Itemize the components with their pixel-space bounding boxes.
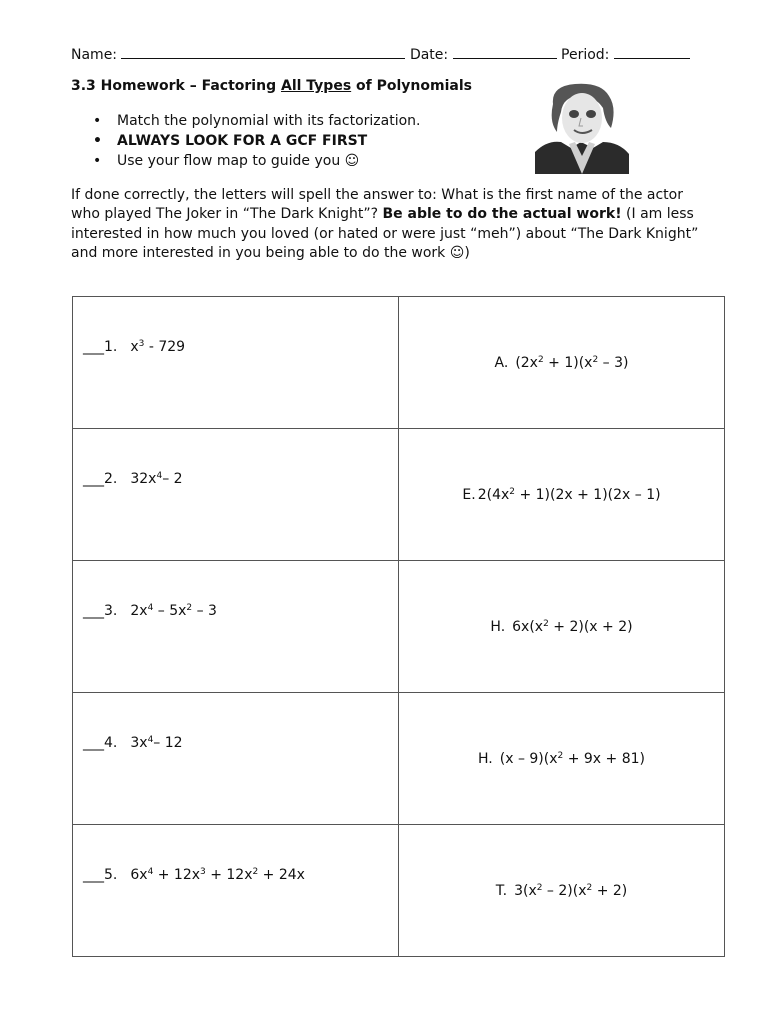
instructions-list <box>93 111 420 171</box>
instruction-item: • Use your flow map to guide you ☺ <box>93 151 420 171</box>
answer-cell <box>399 429 725 561</box>
exponent: 2 <box>586 883 593 893</box>
answer-blank[interactable]: ___4. <box>83 735 118 751</box>
expression-text: + 2) <box>592 883 628 899</box>
period-field[interactable] <box>614 46 690 59</box>
exponent: 2 <box>536 883 543 893</box>
title-text-end: of Polynomials <box>351 78 472 94</box>
problem-expression <box>83 867 305 883</box>
title-underlined: All Types <box>280 78 352 94</box>
expression-text: + 9x + 81) <box>563 751 645 767</box>
date-label: Date: <box>409 47 449 63</box>
table-row <box>73 297 725 429</box>
choice-letter: H. <box>490 619 506 635</box>
problem-expression <box>83 603 217 619</box>
exponent: 2 <box>186 603 193 613</box>
problem-expression <box>83 735 183 751</box>
expression-text: + 24x <box>258 867 305 883</box>
exponent: 2 <box>509 487 515 497</box>
table-row <box>73 825 725 957</box>
choice-letter: T. <box>495 883 508 899</box>
expression-text: + 2)(x + 2) <box>548 619 633 635</box>
name-field[interactable] <box>121 46 405 59</box>
answer-cell <box>399 825 725 957</box>
choice-letter: H. <box>478 751 493 767</box>
expression-text: + 12x <box>205 867 253 883</box>
expression-text: (x – 9)(x <box>499 751 558 767</box>
problem-cell <box>73 429 399 561</box>
expression-text: – 3 <box>192 603 217 619</box>
table-row <box>73 561 725 693</box>
factorization-choice <box>399 619 724 635</box>
answer-cell <box>399 561 725 693</box>
table-row <box>73 429 725 561</box>
student-info-line <box>71 46 690 63</box>
answer-blank[interactable]: ___5. <box>83 867 118 883</box>
problem-cell <box>73 825 399 957</box>
expression-text: (2x <box>515 355 538 371</box>
choice-letter: A. <box>494 355 509 371</box>
expression-text: 3(x <box>514 883 537 899</box>
table-row <box>73 693 725 825</box>
problem-cell <box>73 297 399 429</box>
expression-text: – 3) <box>598 355 629 371</box>
expression-text: 32x <box>130 471 157 487</box>
expression-text: – 2 <box>162 471 183 487</box>
expression-text: 6x(x <box>512 619 544 635</box>
exponent: 2 <box>537 355 544 365</box>
expression-text: – 12 <box>153 735 183 751</box>
problem-cell <box>73 561 399 693</box>
problem-expression <box>83 471 183 487</box>
exponent: 3 <box>138 339 145 349</box>
answer-blank[interactable]: ___3. <box>83 603 118 619</box>
intro-bold-text: Be able to do the actual work! <box>382 206 622 223</box>
exponent: 3 <box>200 867 206 877</box>
expression-text: + 1)(x <box>543 355 593 371</box>
exponent: 2 <box>543 619 549 629</box>
intro-text-end: (I am less interested in how much you loved (or hated or were just “meh”) about “The Dark Knight” and more interested in you being able to do the work ☺) <box>71 206 699 261</box>
matching-table <box>72 296 725 957</box>
problem-expression <box>83 339 185 355</box>
intro-text: If done correctly, the letters will spell the answer to: What is the first name of the actor who played The Joker in “The Dark Knight”? <box>71 187 683 223</box>
factorization-choice <box>399 751 724 767</box>
answer-cell <box>399 297 725 429</box>
factorization-choice <box>399 883 724 899</box>
expression-text: 3x <box>130 735 148 751</box>
date-field[interactable] <box>453 46 557 59</box>
instruction-item: • ALWAYS LOOK FOR A GCF FIRST <box>93 131 420 151</box>
expression-text: + 1)(2x + 1)(2x – 1) <box>515 487 661 503</box>
expression-text: 2(4x <box>477 487 510 503</box>
exponent: 2 <box>557 751 564 761</box>
exponent: 4 <box>147 867 154 877</box>
expression-text: 6x <box>130 867 148 883</box>
exponent: 2 <box>252 867 259 877</box>
exponent: 2 <box>592 355 599 365</box>
expression-text: x <box>130 339 139 355</box>
name-label: Name: <box>71 47 118 63</box>
title-text: 3.3 Homework – Factoring <box>71 78 281 94</box>
answer-cell <box>399 693 725 825</box>
factorization-choice <box>399 487 724 503</box>
expression-text: – 2)(x <box>542 883 587 899</box>
intro-paragraph <box>71 186 711 263</box>
expression-text: + 12x <box>153 867 201 883</box>
answer-blank[interactable]: ___1. <box>83 339 118 355</box>
expression-text: - 729 <box>144 339 186 355</box>
expression-text: 2x <box>130 603 148 619</box>
page-title <box>71 78 472 94</box>
choice-letter: E. <box>462 487 476 503</box>
factorization-choice <box>399 355 724 371</box>
joker-photo-image <box>535 82 629 174</box>
exponent: 4 <box>147 603 154 613</box>
period-label: Period: <box>561 47 610 63</box>
expression-text: – 5x <box>153 603 187 619</box>
instruction-item: • Match the polynomial with its factorization. <box>93 111 420 131</box>
problem-cell <box>73 693 399 825</box>
exponent: 4 <box>147 735 154 745</box>
exponent: 4 <box>156 471 163 481</box>
answer-blank[interactable]: ___2. <box>83 471 118 487</box>
